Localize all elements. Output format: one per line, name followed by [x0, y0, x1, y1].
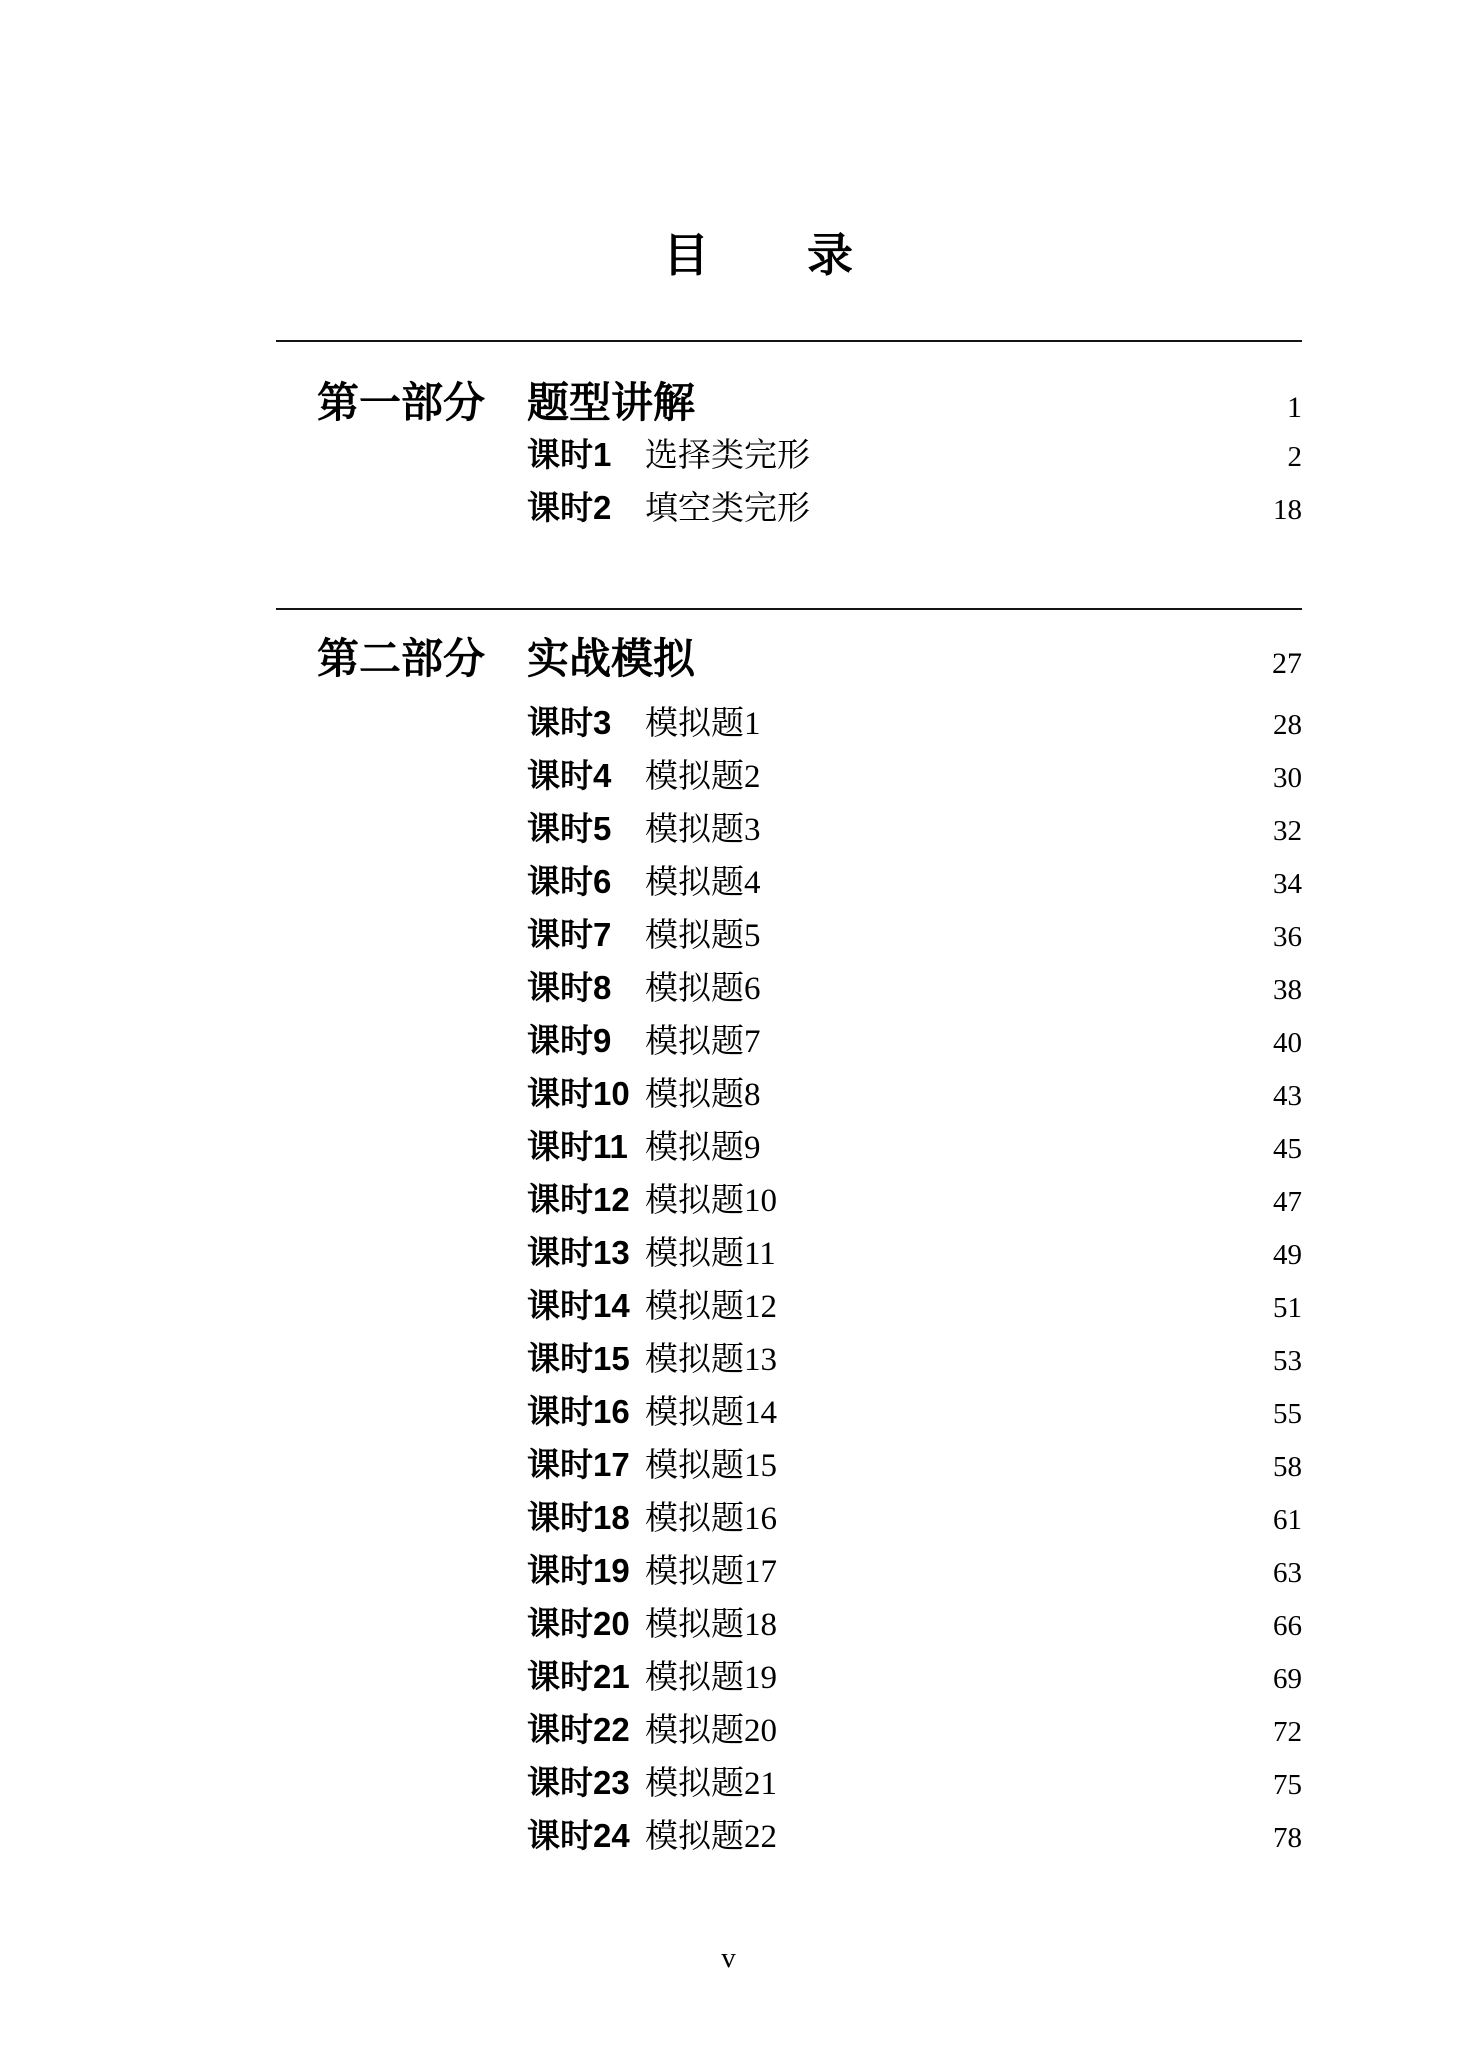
lesson-title: 模拟题10	[645, 1182, 777, 1219]
lesson-title: 模拟题6	[645, 970, 761, 1007]
lesson-label: 课时6	[527, 862, 612, 900]
lesson-label: 课时19	[527, 1551, 630, 1589]
toc-entry-row	[276, 802, 1302, 855]
toc-entry-row	[276, 1650, 1302, 1703]
lesson-label: 课时2	[527, 488, 612, 526]
toc-entry-row	[276, 1120, 1302, 1173]
toc-entry-row	[276, 961, 1302, 1014]
lesson-page-number: 63	[1273, 1556, 1302, 1589]
lesson-page-number: 61	[1273, 1503, 1302, 1536]
lesson-page-number: 72	[1273, 1715, 1302, 1748]
lesson-title: 模拟题11	[645, 1235, 776, 1272]
lesson-title: 模拟题17	[645, 1553, 777, 1590]
toc-entry-row	[276, 1597, 1302, 1650]
lesson-title: 模拟题12	[645, 1288, 777, 1325]
toc-entry-row	[276, 1279, 1302, 1332]
lesson-label: 课时18	[527, 1498, 630, 1536]
toc-entry-row	[276, 1809, 1302, 1862]
lesson-label: 课时22	[527, 1710, 630, 1748]
toc-entry-row	[276, 1332, 1302, 1385]
lesson-label: 课时20	[527, 1604, 630, 1642]
lesson-label: 课时11	[527, 1127, 628, 1165]
lesson-label: 课时21	[527, 1657, 630, 1695]
lesson-page-number: 18	[1273, 493, 1302, 526]
lesson-page-number: 58	[1273, 1450, 1302, 1483]
lesson-label: 课时23	[527, 1763, 630, 1801]
lesson-page-number: 53	[1273, 1344, 1302, 1377]
toc-entry-row	[276, 696, 1302, 749]
toc-entry-row	[276, 1385, 1302, 1438]
lesson-page-number: 55	[1273, 1397, 1302, 1430]
lesson-title: 模拟题21	[645, 1765, 777, 1802]
toc-section	[276, 340, 1302, 534]
lesson-page-number: 47	[1273, 1185, 1302, 1218]
lesson-page-number: 66	[1273, 1609, 1302, 1642]
lesson-page-number: 75	[1273, 1768, 1302, 1801]
sections	[276, 340, 1302, 1862]
section-heading-row	[276, 378, 1302, 428]
toc-entry-row	[276, 855, 1302, 908]
toc-entry-row	[276, 908, 1302, 961]
section-page-number: 1	[1287, 390, 1302, 424]
lesson-label: 课时24	[527, 1816, 630, 1854]
lesson-page-number: 34	[1273, 867, 1302, 900]
lesson-page-number: 78	[1273, 1821, 1302, 1854]
lesson-label: 课时4	[527, 756, 612, 794]
section-title: 实战模拟	[527, 634, 696, 682]
lesson-page-number: 36	[1273, 920, 1302, 953]
lesson-title: 模拟题1	[645, 705, 761, 742]
lesson-label: 课时15	[527, 1339, 630, 1377]
toc-entry-row	[276, 1226, 1302, 1279]
lesson-title: 模拟题14	[645, 1394, 777, 1431]
lesson-page-number: 51	[1273, 1291, 1302, 1324]
toc-content	[276, 0, 1302, 1862]
lesson-label: 课时13	[527, 1233, 630, 1271]
lesson-title: 模拟题2	[645, 758, 761, 795]
toc-section	[276, 608, 1302, 1862]
page-number-footer: v	[721, 1942, 736, 1974]
lesson-label: 课时12	[527, 1180, 630, 1218]
lesson-title: 模拟题18	[645, 1606, 777, 1643]
lesson-page-number: 69	[1273, 1662, 1302, 1695]
lesson-title: 填空类完形	[645, 490, 810, 527]
lesson-page-number: 40	[1273, 1026, 1302, 1059]
lesson-title: 选择类完形	[645, 437, 810, 474]
toc-entry-row	[276, 481, 1302, 534]
toc-entry-row	[276, 1491, 1302, 1544]
section-page-number: 27	[1272, 646, 1302, 680]
lesson-label: 课时5	[527, 809, 612, 847]
section-label: 第二部分	[317, 634, 486, 682]
lesson-title: 模拟题4	[645, 864, 761, 901]
lesson-label: 课时1	[527, 435, 612, 473]
lesson-label: 课时16	[527, 1392, 630, 1430]
section-divider	[276, 340, 1302, 342]
lesson-page-number: 28	[1273, 708, 1302, 741]
toc-entry-row	[276, 1173, 1302, 1226]
lesson-title: 模拟题3	[645, 811, 761, 848]
lesson-title: 模拟题16	[645, 1500, 777, 1537]
page-title: 目 录	[663, 229, 855, 281]
lesson-page-number: 2	[1287, 440, 1302, 473]
section-items	[276, 696, 1302, 1862]
lesson-page-number: 38	[1273, 973, 1302, 1006]
lesson-label: 课时17	[527, 1445, 630, 1483]
section-divider	[276, 608, 1302, 610]
lesson-label: 课时3	[527, 703, 612, 741]
section-heading-row	[276, 634, 1302, 684]
lesson-page-number: 45	[1273, 1132, 1302, 1165]
lesson-title: 模拟题19	[645, 1659, 777, 1696]
lesson-page-number: 49	[1273, 1238, 1302, 1271]
section-items	[276, 428, 1302, 534]
lesson-title: 模拟题15	[645, 1447, 777, 1484]
lesson-page-number: 43	[1273, 1079, 1302, 1112]
section-title: 题型讲解	[527, 378, 696, 426]
toc-entry-row	[276, 1014, 1302, 1067]
lesson-title: 模拟题13	[645, 1341, 777, 1378]
toc-entry-row	[276, 1756, 1302, 1809]
toc-entry-row	[276, 1067, 1302, 1120]
lesson-label: 课时9	[527, 1021, 612, 1059]
toc-entry-row	[276, 1438, 1302, 1491]
lesson-title: 模拟题8	[645, 1076, 761, 1113]
lesson-label: 课时10	[527, 1074, 630, 1112]
lesson-label: 课时8	[527, 968, 612, 1006]
lesson-page-number: 32	[1273, 814, 1302, 847]
lesson-title: 模拟题22	[645, 1818, 777, 1855]
lesson-page-number: 30	[1273, 761, 1302, 794]
toc-entry-row	[276, 749, 1302, 802]
toc-entry-row	[276, 1703, 1302, 1756]
lesson-title: 模拟题7	[645, 1023, 761, 1060]
lesson-label: 课时14	[527, 1286, 630, 1324]
toc-entry-row	[276, 428, 1302, 481]
section-label: 第一部分	[317, 378, 486, 426]
lesson-label: 课时7	[527, 915, 612, 953]
lesson-title: 模拟题20	[645, 1712, 777, 1749]
lesson-title: 模拟题5	[645, 917, 761, 954]
lesson-title: 模拟题9	[645, 1129, 761, 1166]
toc-entry-row	[276, 1544, 1302, 1597]
